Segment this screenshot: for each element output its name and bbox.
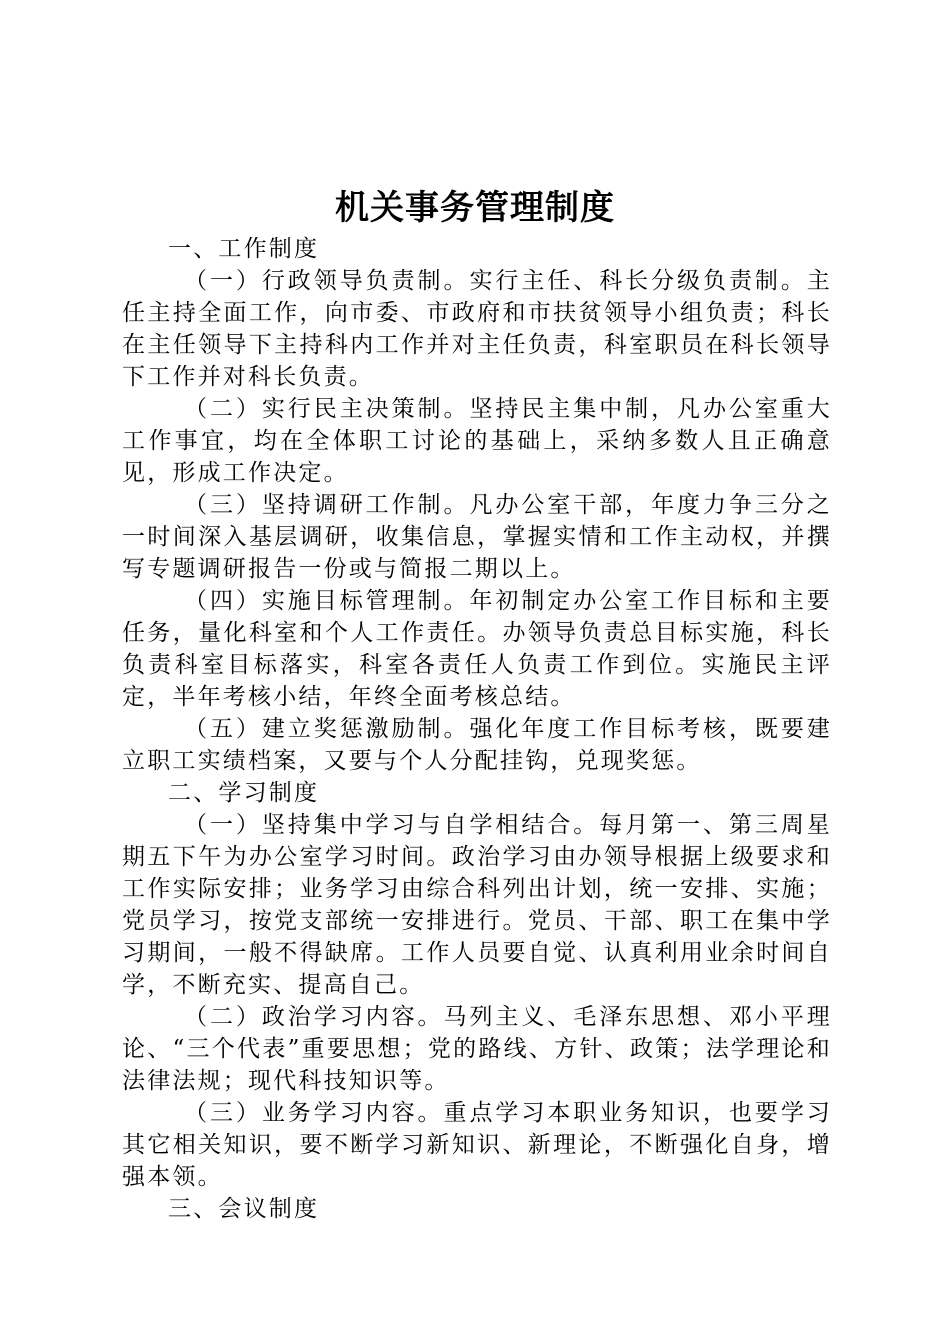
section-heading: 二、学习制度 [168,780,320,806]
section-heading: 三、会议制度 [168,1196,320,1222]
paragraph: （三）坚持调研工作制。凡办公室干部，年度力争三分之一时间深入基层调研，收集信息，掌握实情和工作主动权，并撰写专题调研报告一份或与简报二期以上。 [122,492,832,582]
paragraph: （四）实施目标管理制。年初制定办公室工作目标和主要任务，量化科室和个人工作责任。办领导负责总目标实施，科长负责科室目标落实，科室各责任人负责工作到位。实施民主评定，半年考核小结，年终全面考核总结。 [122,588,832,710]
paragraph: （二）政治学习内容。马列主义、毛泽东思想、邓小平理论、“三个代表”重要思想；党的路线、方针、政策；法学理论和法律法规；现代科技知识等。 [122,1004,832,1094]
paragraph: （一）坚持集中学习与自学相结合。每月第一、第三周星期五下午为办公室学习时间。政治学习由办领导根据上级要求和工作实际安排；业务学习由综合科列出计划，统一安排、实施；党员学习，按党支部统一安排进行。党员、干部、职工在集中学习期间，一般不得缺席。工作人员要自觉、认真利用业余时间自学，不断充实、提高自己。 [122,812,832,998]
paragraph: （三）业务学习内容。重点学习本职业务知识，也要学习其它相关知识，要不断学习新知识、新理论，不断强化自身，增强本领。 [122,1100,832,1190]
document-body [122,233,832,1225]
section-heading: 一、工作制度 [168,236,320,262]
paragraph: （二）实行民主决策制。坚持民主集中制，凡办公室重大工作事宜，均在全体职工讨论的基础上，采纳多数人且正确意见，形成工作决定。 [122,396,832,486]
document-title: 机关事务管理制度 [335,188,615,228]
paragraph: （五）建立奖惩激励制。强化年度工作目标考核，既要建立职工实绩档案，又要与个人分配挂钩，兑现奖惩。 [122,716,832,774]
paragraph: （一）行政领导负责制。实行主任、科长分级负责制。主任主持全面工作，向市委、市政府和市扶贫领导小组负责；科长在主任领导下主持科内工作并对主任负责，科室职员在科长领导下工作并对科长负责。 [122,268,832,390]
